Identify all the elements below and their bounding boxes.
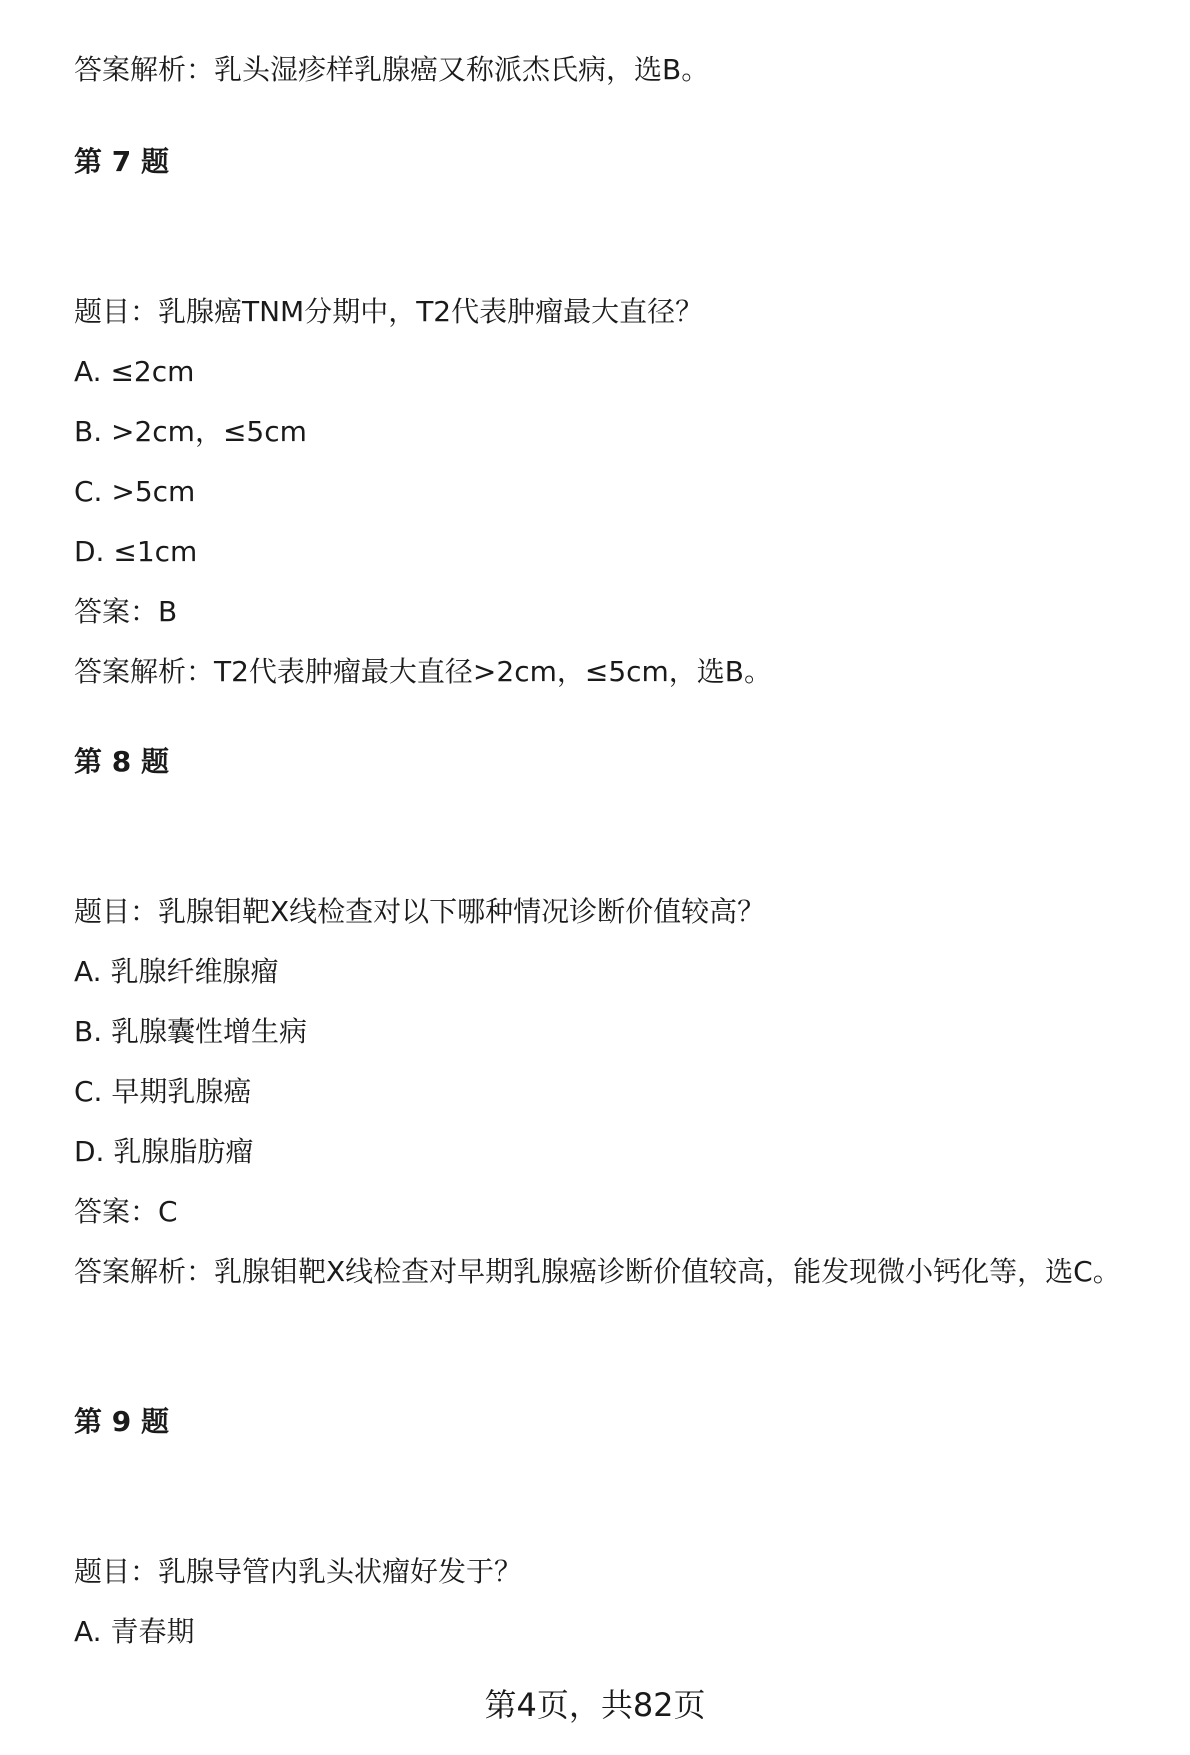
question-8-option-c: C. 早期乳腺癌 bbox=[74, 1075, 252, 1108]
question-9-title: 第 9 题 bbox=[74, 1405, 169, 1438]
question-8-option-b: B. 乳腺囊性增生病 bbox=[74, 1015, 308, 1048]
page-footer: 第4页，共82页 bbox=[484, 1686, 706, 1724]
question-7-option-c: C. >5cm bbox=[74, 475, 196, 508]
question-7-option-d: D. ≤1cm bbox=[74, 535, 198, 568]
question-8-title: 第 8 题 bbox=[74, 745, 169, 778]
question-8-stem: 题目：乳腺钼靶X线检查对以下哪种情况诊断价值较高？ bbox=[74, 895, 766, 928]
question-7-explanation: 答案解析：T2代表肿瘤最大直径>2cm，≤5cm，选B。 bbox=[74, 655, 773, 688]
question-7-option-b: B. >2cm，≤5cm bbox=[74, 415, 307, 448]
question-7-stem: 题目：乳腺癌TNM分期中，T2代表肿瘤最大直径？ bbox=[74, 295, 704, 328]
question-7-answer: 答案：B bbox=[74, 595, 178, 628]
question-9-option-a: A. 青春期 bbox=[74, 1615, 195, 1648]
question-8-answer: 答案：C bbox=[74, 1195, 178, 1228]
question-8-option-d: D. 乳腺脂肪瘤 bbox=[74, 1135, 254, 1168]
question-7-option-a: A. ≤2cm bbox=[74, 355, 195, 388]
question-7-title: 第 7 题 bbox=[74, 145, 169, 178]
question-9-stem: 题目：乳腺导管内乳头状瘤好发于？ bbox=[74, 1555, 523, 1588]
prev-answer-explanation: 答案解析：乳头湿疹样乳腺癌又称派杰氏病，选B。 bbox=[74, 53, 710, 86]
question-8-option-a: A. 乳腺纤维腺瘤 bbox=[74, 955, 279, 988]
question-8-explanation: 答案解析：乳腺钼靶X线检查对早期乳腺癌诊断价值较高，能发现微小钙化等，选C。 bbox=[74, 1255, 1121, 1288]
